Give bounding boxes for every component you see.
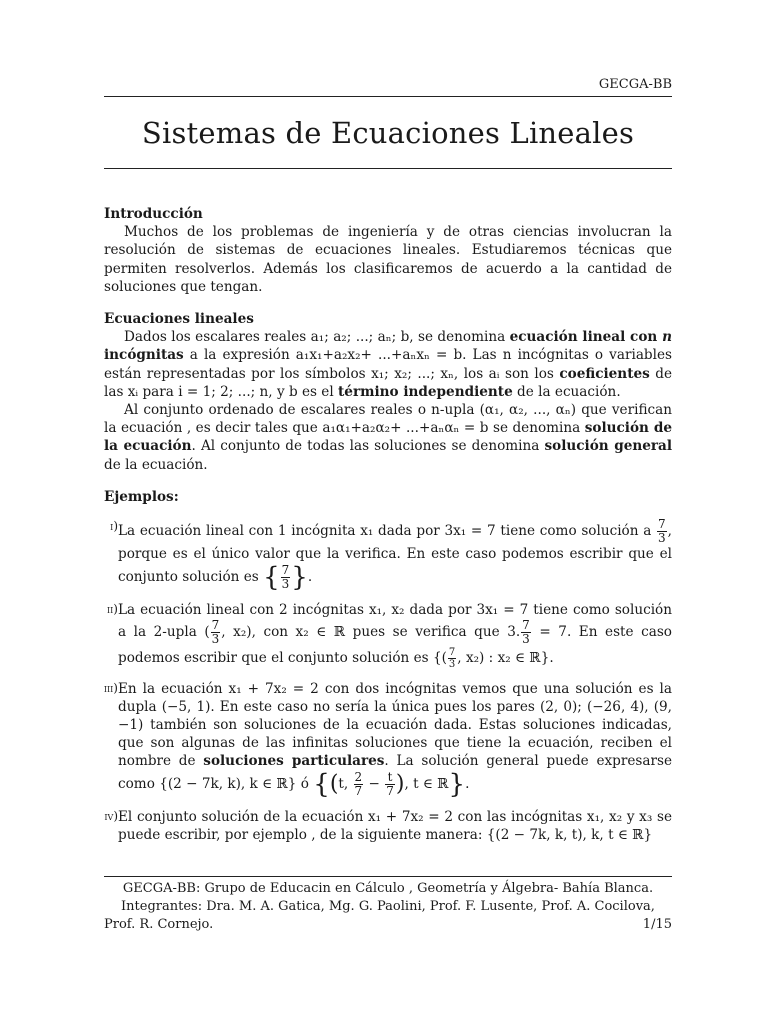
intro-paragraph: Muchos de los problemas de ingeniería y de otras ciencias involucran la resolución de sistemas de ecuaciones lineales. Estudiaremos técnicas que permiten resolverlos. Además los clasificaremos de acuerdo a la cantidad de soluciones que tengan. [104,224,672,295]
footer-last-line [104,916,672,934]
text-run: de las xᵢ para i = 1; 2; ...; n, y b es el [104,365,672,400]
footer-group-name: GECGA-BB: Grupo de Educacin en Cálculo , Geometría y Álgebra- Bahía Blanca. [122,881,654,896]
numerator: 2 [354,769,363,784]
text-run: . La solución general puede expresarse como {(2 − 7k, k), k ∈ ℝ} ó [118,753,672,792]
text-run: , porque es el único valor que la verifica. En este caso podemos escribir que el conjunto solución es [118,523,672,585]
denominator: 3 [522,632,530,647]
footer-members: Integrantes: Dra. M. A. Gatica, Mg. G. Paolini, Prof. F. Lusente, Prof. A. Cocilova, [121,899,655,915]
fraction [521,619,531,646]
text-run: La ecuación lineal con 2 incógnitas x₁, x₂ dada por 3x₁ = 7 tiene como solución a la 2-upla ( [118,602,672,641]
term-particular-solutions: soluciones particulares [203,753,385,770]
section-heading-examples: Ejemplos: [104,488,179,505]
fraction [385,771,395,798]
footer-divider [104,876,672,877]
section-heading-intro: Introducción [104,206,203,222]
numerator: 7 [211,618,220,633]
term-var-n: n [662,329,672,346]
term-part: incógnitas [104,347,184,364]
text-run: t, [338,775,353,792]
header-group-id: GECGA-BB [598,77,672,92]
linear-paragraph-2 [104,401,672,474]
text-run: − [364,775,385,792]
page-number: 1/15 [642,917,672,933]
paren-open: ( [329,771,339,797]
fraction [448,647,456,670]
term-independent: término independiente [338,383,513,400]
text-run: Al conjunto ordenado de escalares reales o n-upla (α₁, α₂, ..., αₙ) que verifican la ecuación , es decir tales que a₁α₁+a₂α₂+ ...+aₙαₙ = b se denomina [104,402,672,437]
title-divider [104,168,672,169]
text-run: En la ecuación x₁ + 7x₂ = 2 con dos incógnitas vemos que una solución es la dupla (−5, 1). En este caso no sería la única pues los pares (2, 0); (−26, 4), (9, −1) también son soluciones de la ecuación dada. Estas soluciones indicadas, que son algunas de las infinitas soluciones que tiene la ecuación, reciben el nombre de [118,680,672,770]
brace-close: } [291,562,308,593]
example-item-1 [104,518,672,591]
example-text [118,601,672,670]
fraction [281,564,291,591]
example-number: i) [110,519,118,534]
brace-close: } [448,769,466,800]
example-number: iv) [104,808,118,823]
denominator: 7 [354,783,363,798]
brace-open: { [263,562,280,593]
denominator: 3 [658,531,666,546]
example-item-3 [104,680,672,798]
text-run: . Al conjunto de todas las soluciones se denomina [191,438,545,455]
brace-open: { [313,769,330,800]
section-heading-linear: Ecuaciones lineales [104,311,254,328]
section-examples [104,488,672,845]
denominator: 3 [211,632,220,647]
text-run: Dados los escalares reales a₁; a₂; ...; aₙ; b, se denomina [124,329,510,346]
text-run: , t ∈ ℝ [404,775,449,792]
numerator: 7 [658,517,666,532]
text-run: de la ecuación. [512,383,621,400]
main-content [104,205,672,858]
example-number: iii) [103,680,118,695]
section-linear-equations [104,310,672,474]
text-run: = 7. En este caso podemos escribir que el conjunto solución es {( [118,624,672,666]
fraction [657,518,667,545]
text-run: La ecuación lineal con 1 incógnita x₁ dada por 3x₁ = 7 tiene como solución a [118,523,657,540]
text-run: de la ecuación. [104,456,208,473]
denominator: 3 [448,658,456,670]
numerator: 7 [522,618,530,633]
footer-members-cont: Prof. R. Cornejo. [104,917,214,933]
example-number: ii) [106,602,118,616]
numerator: 7 [281,562,290,577]
denominator: 3 [281,576,290,591]
page-footer [104,880,672,935]
numerator: t [385,771,395,785]
example-text: En la ecuación x₁ + 7x₂ = 2 con dos incógnitas vemos que una solución es la dupla (−5, 1). En este caso no sería la única pues los pares (2, 0); (−26, 4), (9, −1) también son soluciones de la ecuación dada. Estas soluciones indicadas, que son algunas de las infinitas soluciones que tiene la ecuación, reciben el nombre de soluciones particulares. La solución general puede expresarse como {(2 − 7k, k), k ∈ ℝ} ó {(t, $\frac{2}{7}$ − $\frac{t}{7}$ ), t ∈ ℝ}. [118,680,672,800]
numerator: 7 [448,646,456,658]
linear-paragraph-1 [104,328,672,401]
header-divider [104,96,672,97]
denominator: 7 [386,783,394,798]
example-text [118,518,672,591]
fraction [211,619,221,646]
text-run: , x₂), con x₂ ∈ ℝ pues se verifica que 3. [221,624,521,641]
example-item-2 [104,601,672,670]
example-item-4 [104,808,672,844]
page-title: Sistemas de Ecuaciones Lineales [141,116,635,150]
term-general-solution: solución general [544,438,673,455]
text-run: . [307,568,313,585]
section-intro [104,205,672,296]
text-run: , x₂) : x₂ ∈ ℝ}. [457,649,554,666]
text-run: a la expresión a₁x₁+a₂x₂+ ...+aₙxₙ = b. Las n incógnitas o variables están representadas por los símbolos x₁; x₂; ...; xₙ, los aᵢ son los [104,347,672,382]
term-solution: solución de la ecuación [104,420,672,455]
term-part: ecuación lineal con [509,329,663,346]
fraction [354,771,364,798]
paren-close: ) [395,771,405,797]
example-text: El conjunto solución de la ecuación x₁ + 7x₂ = 2 con las incógnitas x₁, x₂ y x₃ se puede escribir, por ejemplo , de la siguiente manera: {(2 − 7k, k, t), k, t ∈ ℝ} [118,808,672,844]
term-coefficients: coeficientes [559,365,650,382]
